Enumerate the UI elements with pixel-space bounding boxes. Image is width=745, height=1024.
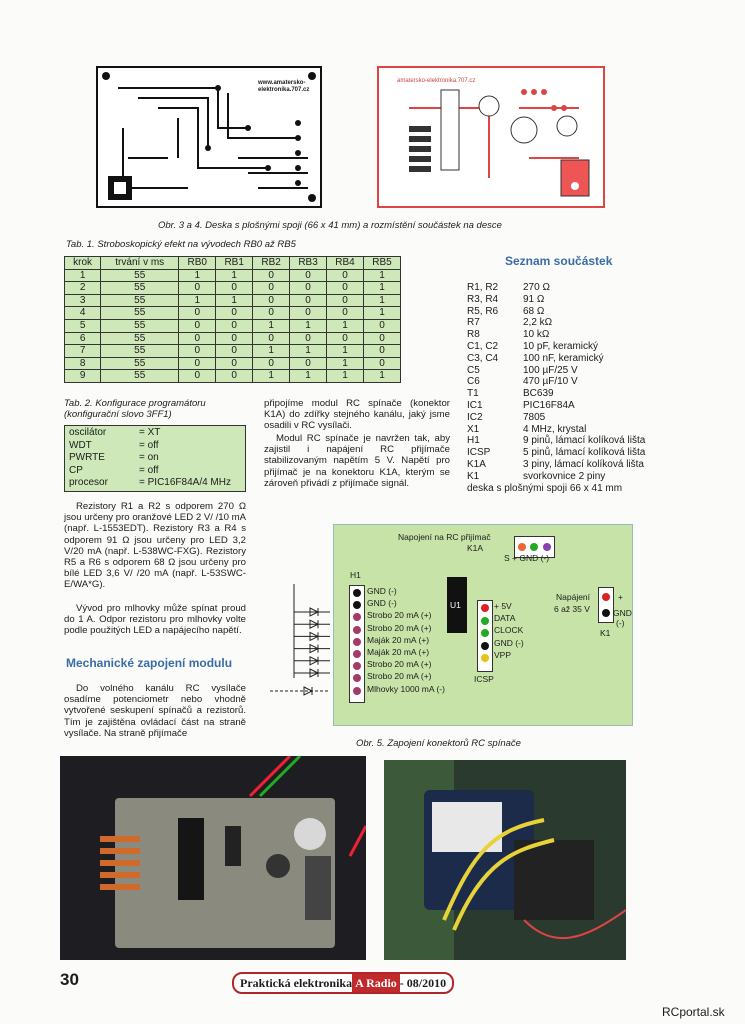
parts-row <box>467 365 667 377</box>
table-cell: 0 <box>216 307 253 320</box>
table-cell: 0 <box>363 332 400 345</box>
parts-row <box>467 294 667 306</box>
table1-header-cell: RB2 <box>253 257 290 270</box>
parts-row <box>467 447 667 459</box>
page-number: 30 <box>60 970 79 989</box>
parts-row <box>467 306 667 318</box>
table-row <box>65 332 401 345</box>
rc-receiver-label: Napojení na RC přijímač <box>398 532 491 542</box>
table-cell: 55 <box>101 370 179 383</box>
u1-label: U1 <box>450 600 461 610</box>
table-cell: 0 <box>253 357 290 370</box>
table-row <box>65 357 401 370</box>
config-row <box>69 452 241 465</box>
h1-pin-label: Strobo 20 mA (+) <box>367 610 432 621</box>
config-key: WDT <box>69 439 92 451</box>
h1-pin <box>353 687 361 695</box>
pcb-url-line2: elektronika.707.cz <box>258 87 310 93</box>
table1-header-cell: RB4 <box>327 257 364 270</box>
table1-header-cell: RB5 <box>363 257 400 270</box>
h1-pin-label: Strobo 20 mA (+) <box>367 622 432 633</box>
config-value: = XT <box>139 427 161 438</box>
part-value: 5 pinů, lámací kolíková lišta <box>523 447 646 459</box>
h1-pin <box>353 589 361 597</box>
table-cell: 0 <box>363 357 400 370</box>
config-table <box>64 425 246 492</box>
table-cell: 1 <box>179 269 216 282</box>
middle-text-2: Modul RC spínače je navržen tak, aby zajistil i napájení RC přijímače stabilizovaným napětím 5 V. Napětí pro přijímač je na konektoru K1A, kterým se zároveň přivádí z přijímače signál. <box>264 433 450 489</box>
table-cell: 0 <box>179 282 216 295</box>
table-cell: 0 <box>327 307 364 320</box>
pin-gnd <box>543 543 551 551</box>
part-id: X1 <box>467 423 480 435</box>
part-id: R1, R2 <box>467 282 499 293</box>
part-value: 7805 <box>523 411 546 423</box>
table-cell: 0 <box>179 370 216 383</box>
table-cell: 55 <box>101 282 179 295</box>
config-key: PWRTE <box>69 452 105 463</box>
led-symbol <box>294 657 330 665</box>
icsp-label: ICSP <box>474 674 494 684</box>
icsp-pin <box>481 654 489 662</box>
parts-row <box>467 388 667 400</box>
table-cell: 0 <box>216 357 253 370</box>
fog-text: Vývod pro mlhovky může spínat proud do 1 A. Odpor rezistoru pro mlhovky volte podle použitých LED a napájecího napětí. <box>64 603 246 637</box>
table-cell: 0 <box>290 294 327 307</box>
table-cell: 1 <box>327 319 364 332</box>
table-cell: 8 <box>65 357 101 370</box>
table-cell: 1 <box>363 307 400 320</box>
power-label-2: 6 až 35 V <box>554 604 590 614</box>
h1-pin <box>353 626 361 634</box>
config-value: = PIC16F84A/4 MHz <box>139 477 231 488</box>
led-symbol <box>294 608 330 616</box>
h1-pin-label: Mlhovky 1000 mA (-) <box>367 683 445 694</box>
config-key: CP <box>69 464 83 476</box>
table-cell: 1 <box>290 319 327 332</box>
config-key: oscilátor <box>69 427 107 438</box>
icsp-pin-label: VPP <box>494 649 512 660</box>
parts-row <box>467 353 667 365</box>
part-id: C1, C2 <box>467 340 499 352</box>
table-cell: 1 <box>216 294 253 307</box>
photo-module <box>60 756 366 960</box>
table-row <box>65 345 401 358</box>
site-watermark: RCportal.sk <box>662 1005 725 1019</box>
table-cell: 0 <box>253 294 290 307</box>
table-cell: 0 <box>179 319 216 332</box>
k1a-pins: S + GND (-) <box>504 553 550 563</box>
h1-pin <box>353 674 361 682</box>
part-value: 10 pF, keramický <box>523 340 599 352</box>
part-value: svorkovnice 2 piny <box>523 470 606 482</box>
parts-heading: Seznam součástek <box>505 254 613 268</box>
config-row <box>69 465 241 478</box>
k1-gnd-pin <box>602 609 610 617</box>
table-cell: 0 <box>290 332 327 345</box>
parts-row <box>467 471 667 483</box>
table-cell: 55 <box>101 345 179 358</box>
table-cell: 4 <box>65 307 101 320</box>
component-placement-figure <box>377 66 605 208</box>
h1-pin-label: Strobo 20 mA (+) <box>367 659 432 670</box>
icsp-pin-labels <box>494 600 524 661</box>
k1-gnd: GND <box>613 608 632 618</box>
figure-caption-bottom: Obr. 5. Zapojení konektorů RC spínače <box>356 738 521 749</box>
table-cell: 0 <box>290 357 327 370</box>
table-cell: 1 <box>363 370 400 383</box>
parts-row <box>467 412 667 424</box>
config-row <box>69 427 241 440</box>
table-cell: 0 <box>253 307 290 320</box>
table-cell: 0 <box>327 282 364 295</box>
part-value: 9 pinů, lámací kolíková lišta <box>523 435 646 447</box>
k1-terminal <box>598 587 614 623</box>
led-symbol <box>294 645 330 653</box>
part-id: C6 <box>467 376 480 388</box>
table-cell: 0 <box>253 282 290 295</box>
led-symbol <box>294 669 330 677</box>
icsp-pin-label: GND (-) <box>494 637 524 648</box>
part-value: 10 kΩ <box>523 329 550 341</box>
config-value: = on <box>139 452 159 463</box>
part-id: R5, R6 <box>467 305 499 317</box>
table-cell: 0 <box>216 282 253 295</box>
part-value: 270 Ω <box>523 282 550 293</box>
part-value: 68 Ω <box>523 305 545 317</box>
icsp-pin-label: + 5V <box>494 601 512 611</box>
table-row <box>65 319 401 332</box>
part-value: BC639 <box>523 388 554 400</box>
table-cell: 0 <box>253 332 290 345</box>
h1-label: H1 <box>350 570 361 580</box>
part-value: 4 MHz, krystal <box>523 423 587 435</box>
parts-row <box>467 400 667 412</box>
table-cell: 1 <box>216 269 253 282</box>
parts-row <box>467 376 667 388</box>
table-cell: 55 <box>101 357 179 370</box>
parts-row <box>467 424 667 436</box>
magazine-name: Praktická elektronika <box>240 976 353 990</box>
table-cell: 0 <box>179 357 216 370</box>
mechanical-text: Do volného kanálu RC vysílače osadíme potenciometr nebo vhodně vytvořené seskupení spínačů a rezistorů. Tím je zajištěna ovládací část na straně vysílače. Na straně přijímače <box>64 683 246 739</box>
table-cell: 1 <box>363 282 400 295</box>
pcb-url: amatersko-elektronika.707.cz <box>397 78 476 84</box>
table-row <box>65 269 401 282</box>
table-cell: 1 <box>363 269 400 282</box>
table-row <box>65 282 401 295</box>
mechanical-heading: Mechanické zapojení modulu <box>66 656 233 670</box>
part-id: T1 <box>467 388 479 400</box>
k1-plus: + <box>618 592 623 602</box>
table-cell: 6 <box>65 332 101 345</box>
config-row <box>69 477 241 490</box>
table-cell: 1 <box>179 294 216 307</box>
table-cell: 0 <box>179 307 216 320</box>
parts-row <box>467 341 667 353</box>
table-cell: 1 <box>290 370 327 383</box>
table-cell: 7 <box>65 345 101 358</box>
placement-graphics <box>379 68 603 206</box>
part-id: C3, C4 <box>467 352 499 364</box>
part-value: 470 µF/10 V <box>523 376 578 388</box>
part-value: 100 µF/25 V <box>523 364 578 376</box>
part-id: H1 <box>467 435 480 447</box>
led-symbols <box>270 580 334 700</box>
part-id: K1A <box>467 458 486 470</box>
part-value: PIC16F84A <box>523 399 575 411</box>
part-id: R8 <box>467 329 480 341</box>
part-id: K1 <box>467 470 480 482</box>
part-value: 3 piny, lámací kolíková lišta <box>523 458 644 470</box>
table-cell: 9 <box>65 370 101 383</box>
icsp-pin-label: CLOCK <box>494 625 524 636</box>
table-cell: 1 <box>65 269 101 282</box>
table-cell: 2 <box>65 282 101 295</box>
pcb-url-line1: www.amatersko- <box>258 80 306 86</box>
table-cell: 1 <box>253 370 290 383</box>
part-id: IC1 <box>467 399 483 411</box>
h1-pin <box>353 601 361 609</box>
part-id: R7 <box>467 317 480 329</box>
k1-label: K1 <box>600 628 611 638</box>
part-id: ICSP <box>467 447 491 459</box>
table1-header-cell: RB1 <box>216 257 253 270</box>
photo-installed <box>384 760 626 960</box>
table2-title-line2: (konfigurační slovo 3FF1) <box>64 409 172 420</box>
part-value: 2,2 kΩ <box>523 317 553 329</box>
table-cell: 0 <box>253 269 290 282</box>
table-cell: 55 <box>101 332 179 345</box>
part-id: IC2 <box>467 411 483 423</box>
table-cell: 55 <box>101 269 179 282</box>
icsp-pin <box>481 642 489 650</box>
part-value: 91 Ω <box>523 293 545 305</box>
config-value: = off <box>139 439 159 451</box>
part-value: 100 nF, keramický <box>523 352 604 364</box>
connection-diagram <box>333 524 633 726</box>
config-row <box>69 440 241 453</box>
table1-header-cell: krok <box>65 257 101 270</box>
k1a-label: K1A <box>467 543 484 553</box>
parts-row <box>467 317 667 329</box>
h1-pin <box>353 662 361 670</box>
h1-pin-label: Maják 20 mA (+) <box>367 647 430 658</box>
table-cell: 1 <box>327 345 364 358</box>
pin-signal <box>518 543 526 551</box>
table-cell: 0 <box>327 332 364 345</box>
table-row <box>65 370 401 383</box>
table-cell: 1 <box>253 319 290 332</box>
table-cell: 55 <box>101 319 179 332</box>
table-cell: 0 <box>216 319 253 332</box>
h1-pin-label: Maják 20 mA (+) <box>367 634 430 645</box>
h1-pin <box>353 650 361 658</box>
figure-caption-top: Obr. 3 a 4. Deska s plošnými spoji (66 x 41 mm) a rozmístění součástek na desce <box>158 220 502 231</box>
table-cell: 0 <box>216 332 253 345</box>
icsp-pin <box>481 617 489 625</box>
h1-pin <box>353 638 361 646</box>
icsp-pin <box>481 629 489 637</box>
table-cell: 0 <box>363 319 400 332</box>
table-cell: 0 <box>179 332 216 345</box>
table1-header-cell: RB3 <box>290 257 327 270</box>
magazine-radio: A Radio <box>352 974 400 992</box>
table1-header-cell: RB0 <box>179 257 216 270</box>
middle-text: připojíme modul RC spínače (konektor K1A) do zdířky stejného kanálu, jaký jsme osadili v RC vysílači. <box>264 398 450 432</box>
table-cell: 1 <box>253 345 290 358</box>
pin-plus <box>530 543 538 551</box>
power-label-1: Napájení <box>556 592 591 602</box>
table-cell: 0 <box>290 307 327 320</box>
table-cell: 0 <box>216 370 253 383</box>
table-row <box>65 294 401 307</box>
led-symbol <box>294 620 330 628</box>
pcb-layout-figure <box>96 66 322 208</box>
parts-row <box>467 435 667 447</box>
table-cell: 55 <box>101 294 179 307</box>
h1-pin-labels <box>367 585 445 695</box>
config-value: = off <box>139 464 159 476</box>
icsp-header <box>477 600 493 672</box>
parts-list <box>467 282 667 483</box>
icsp-pin-label: DATA <box>494 613 516 624</box>
config-key: procesor <box>69 477 108 488</box>
table-cell: 5 <box>65 319 101 332</box>
k1-minus: (-) <box>616 618 625 628</box>
table1-title: Tab. 1. Stroboskopický efekt na vývodech RB0 až RB5 <box>66 239 296 250</box>
h1-pin-label: Strobo 20 mA (+) <box>367 671 432 682</box>
table-cell: 55 <box>101 307 179 320</box>
table-cell: 1 <box>290 345 327 358</box>
table-cell: 1 <box>327 357 364 370</box>
magazine-issue: - 08/2010 <box>399 976 447 990</box>
parts-row <box>467 282 667 294</box>
magazine-badge <box>232 972 454 994</box>
h1-pin <box>353 613 361 621</box>
led-symbol <box>294 632 330 640</box>
table-cell: 0 <box>290 269 327 282</box>
k1-plus-pin <box>602 593 610 601</box>
table1-header-cell: trvání v ms <box>101 257 179 270</box>
strobe-table <box>64 256 401 383</box>
icsp-pin <box>481 604 489 612</box>
h1-header <box>349 585 365 703</box>
table-cell: 0 <box>179 345 216 358</box>
table-row <box>65 307 401 320</box>
h1-pin-label: GND (-) <box>367 598 397 609</box>
parts-row <box>467 329 667 341</box>
table-cell: 0 <box>327 269 364 282</box>
parts-row <box>467 459 667 471</box>
table-cell: 0 <box>363 345 400 358</box>
resistor-text: Rezistory R1 a R2 s odporem 270 Ω jsou určeny pro oranžové LED 2 V/ /10 mA (např. L-1553EDT). Rezistory R3 a R4 s odporem 91 Ω jsou určeny pro LED 3,2 V/20 mA (např. L-538WC-FXG). Rezistory R5 a R6 s odporem 68 Ω jsou určeny pro bílé LED 3,6 V/ /20 mA (např. L-53SWC-E/WA*G). <box>64 501 246 591</box>
table-cell: 0 <box>290 282 327 295</box>
table-cell: 3 <box>65 294 101 307</box>
table-cell: 0 <box>216 345 253 358</box>
part-id: R3, R4 <box>467 293 499 305</box>
parts-last: deska s plošnými spoji 66 x 41 mm <box>467 483 623 494</box>
table-cell: 0 <box>327 294 364 307</box>
table-cell: 1 <box>363 294 400 307</box>
table2-title-line1: Tab. 2. Konfigurace programátoru <box>64 398 206 409</box>
table-cell: 1 <box>327 370 364 383</box>
h1-pin-label: GND (-) <box>367 586 397 596</box>
part-id: C5 <box>467 364 480 376</box>
